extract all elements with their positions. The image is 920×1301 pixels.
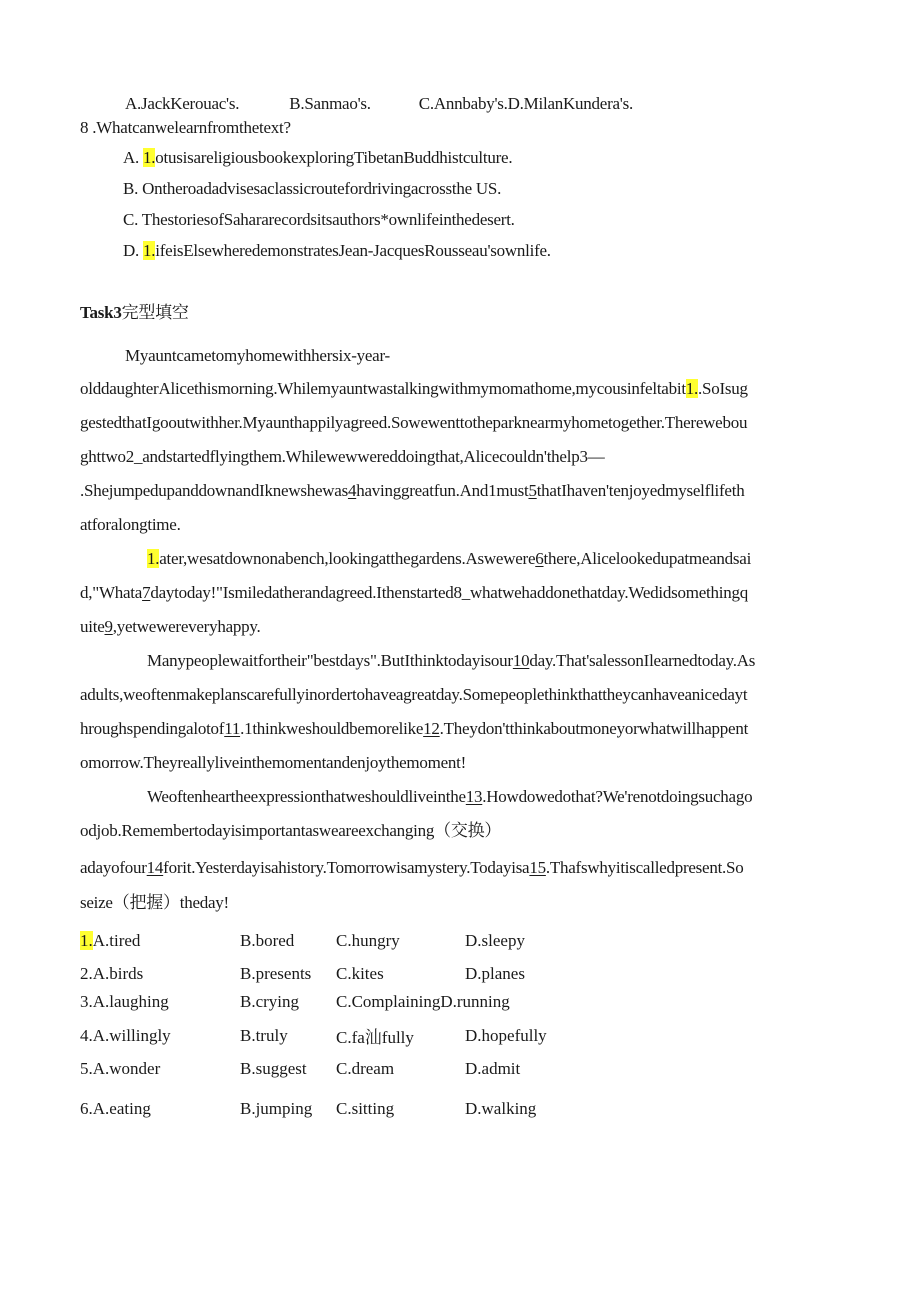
blank-number: 13 — [465, 787, 483, 806]
passage-line: atforalongtime. — [80, 515, 181, 534]
passage-line: omorrow.Theyreallyliveinthemomentandenjoythemoment! — [80, 753, 467, 772]
q8-option-a: A. 1.otusisareligiousbookexploringTibetanBuddhistculture. — [123, 148, 513, 167]
q7-option-b: B.Sanmao's. — [289, 94, 371, 113]
blank-number: 10 — [512, 651, 530, 670]
choice-row-5-c: C.dream — [336, 1059, 395, 1078]
q8-option-c: C. ThestoriesofSahararecordsitsauthors*ownlifeinthedesert. — [123, 210, 515, 229]
choice-row-2-a: 2.A.birds — [80, 964, 144, 983]
choice-row-4-c: C.fa汕fully — [336, 1028, 414, 1047]
highlight-mark: 1. — [143, 148, 156, 167]
choice-row-6-d: D.walking — [465, 1099, 537, 1118]
passage-line: uite9,yetwewereveryhappy. — [80, 617, 261, 636]
choice-row-1-c: C.hungry — [336, 931, 400, 950]
highlight-mark: 1. — [143, 241, 156, 260]
passage-line: seize（把握）theday! — [80, 893, 229, 912]
passage-line: Manypeoplewaitfortheir"bestdays".ButIthinktodayisour10day.That'salessonIlearnedtoday.As — [147, 651, 756, 670]
blank-number: 14 — [146, 858, 164, 877]
choice-row-1-b: B.bored — [240, 931, 295, 950]
blank-number: 11 — [224, 719, 241, 738]
choice-row-3-a: 3.A.laughing — [80, 992, 169, 1011]
blank-number: 12 — [423, 719, 440, 738]
choice-row-4-b: B.truly — [240, 1026, 288, 1045]
blank-number: 15 — [529, 858, 546, 877]
passage-line: gestedthatIgooutwithher.Myaunthappilyagreed.Sowewenttotheparknearmyhometogether.Therewebou — [80, 413, 748, 432]
blank-number: 4 — [347, 481, 357, 500]
passage-line: hroughspendingalotof11.1thinkweshouldbemorelike12.Theydon'tthinkaboutmoneyorwhatwillhappent — [80, 719, 749, 738]
blank-number: 6 — [535, 549, 544, 568]
q8-option-d: D. 1.ifeisElsewheredemonstratesJean-JacquesRousseau'sownlife. — [123, 241, 551, 260]
task3-heading: Task3完型填空 — [80, 303, 189, 322]
passage-line: 1.ater,wesatdownonabench,lookingatthegardens.Aswewere6there,Alicelookedupatmeandsai — [147, 549, 752, 568]
passage-line: olddaughterAlicethismorning.Whilemyauntwastalkingwithmymomathome,mycousinfeltabit1..SoIsug — [80, 379, 748, 398]
choice-row-2-c: C.kites — [336, 964, 384, 983]
blank-number: 7 — [142, 583, 151, 602]
passage-line: d,"Whata7daytoday!"Ismiledatherandagreed.Ithenstarted8_whatwehaddonethatday.Wedidsomethingq — [80, 583, 748, 602]
highlight-mark: 1. — [80, 931, 93, 950]
choice-row-2-b: B.presents — [240, 964, 312, 983]
choice-row-6-b: B.jumping — [240, 1099, 313, 1118]
choice-row-4-a: 4.A.willingly — [80, 1026, 171, 1045]
highlight-mark: 1. — [685, 379, 699, 398]
q7-option-a: A.JackKerouac's. — [125, 94, 240, 113]
q7-options-line — [125, 94, 633, 114]
q8-stem: 8 .Whatcanwelearnfromthetext? — [80, 118, 291, 137]
passage-line: ghttwo2_andstartedflyingthem.Whilewewwereddoingthat,Alicecouldn'thelp3— — [80, 447, 605, 466]
passage-line: .ShejumpedupanddownandIknewshewas4havinggreatfun.And1must5thatIhaven'tenjoyedmyselflifeth — [80, 481, 745, 500]
choice-row-3-b: B.crying — [240, 992, 300, 1011]
passage-line: adayofour14forit.Yesterdayisahistory.Tomorrowisamystery.Todayisa15.Thafswhyitiscalledpresent.So — [80, 858, 744, 877]
choice-row-5-b: B.suggest — [240, 1059, 307, 1078]
choice-row-3-c: C.ComplainingD.running — [336, 992, 510, 1011]
q7-option-cd: C.Annbaby's.D.MilanKundera's. — [418, 94, 633, 113]
passage-line: adults,weoftenmakeplanscarefullyinordertohaveagreatday.Somepeoplethinkthattheycanhaveanicedayt — [80, 685, 748, 704]
q8-option-b: B. Ontheroadadvisesaclassicroutefordrivingacrossthe US. — [123, 179, 502, 198]
highlight-mark: 1. — [147, 549, 160, 568]
passage-line: Weoftenheartheexpressionthatweshouldliveinthe13.Howdowedothat?We'renotdoingsuchago — [147, 787, 753, 806]
choice-row-1-a: 1.A.tired — [80, 931, 141, 950]
choice-row-5-a: 5.A.wonder — [80, 1059, 161, 1078]
passage-line: Myauntcametomyhomewithhersix-year- — [125, 346, 390, 365]
blank-number: 9 — [104, 617, 113, 636]
choice-row-6-a: 6.A.eating — [80, 1099, 151, 1118]
choice-row-5-d: D.admit — [465, 1059, 521, 1078]
passage-line: odjob.Remembertodayisimportantasweareexchanging（交换） — [80, 821, 502, 840]
choice-row-1-d: D.sleepy — [465, 931, 525, 950]
choice-row-2-d: D.planes — [465, 964, 525, 983]
choice-row-6-c: C.sitting — [336, 1099, 395, 1118]
blank-number: 5 — [528, 481, 537, 500]
choice-row-4-d: D.hopefully — [465, 1026, 547, 1045]
